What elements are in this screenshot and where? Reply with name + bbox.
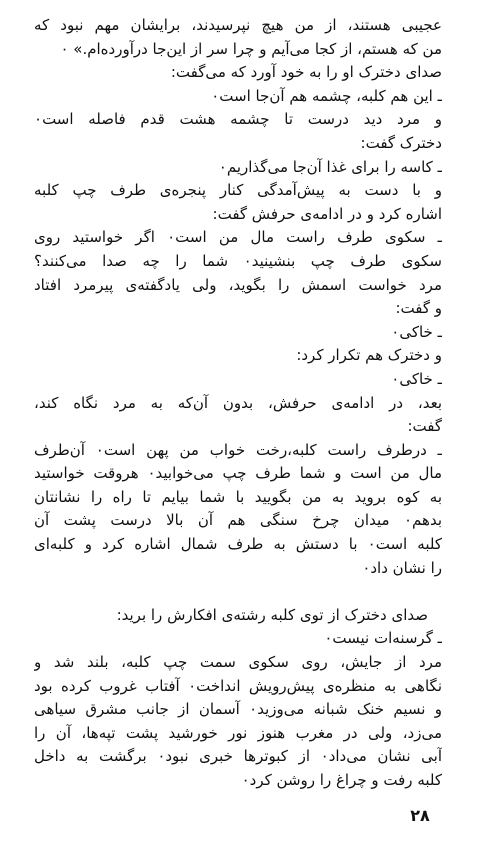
text-line: مرد از جایش، روی سکوی سمت چپ کلبه، بلند شد و (34, 653, 442, 672)
text-line: و گفت: (395, 299, 442, 318)
text-line: بدهم٠ میدان چرخ سنگی هم آن بالا درست پشت آن (34, 511, 442, 530)
text-line: مال من است و شما طرف چپ می‌خوابید٠ هروقت خواستید (34, 464, 442, 483)
text-line: ـ درطرف راست کلبه،رخت خواب من پهن است٠ آن‌طرف (34, 440, 442, 459)
text-line: من که هستم، از کجا می‌آیم و چرا سر از این‌جا درآورده‌ام.» ٠ (60, 39, 442, 58)
page-number: ۲۸ (410, 806, 430, 825)
text-line: دخترک گفت: (360, 133, 442, 152)
text-line: سکوی طرف چپ بنشینید٠ شما را چه صدا می‌کنند؟ (34, 251, 442, 270)
text-line: آبی نشان می‌داد٠ از کبوترها خبری نبود٠ برگشت به داخل (34, 747, 442, 766)
text-line: به کوه بروید به من بگویید با شما بیایم تا راه را نشانتان (34, 487, 442, 506)
text-line: کلبه است٠ با دستش به طرف شمال اشاره کرد و کلبه‌ای (34, 535, 442, 554)
text-line: عجیبی هستند، از من هیچ نپرسیدند، برایشان مهم نبود که (34, 16, 442, 34)
text-line: بعد، در ادامه‌ی حرفش، بدون آن‌که به مرد نگاه کند، (34, 393, 442, 412)
text-line: و مرد دید درست تا چشمه هشت قدم فاصله است٠ (34, 110, 442, 129)
text-line: و دخترک هم تکرار کرد: (296, 346, 442, 365)
text-line: و نسیم خنک شبانه می‌وزید٠ آسمان از جانب مشرق سیاهی (34, 700, 442, 719)
text-line: نگاهی به منظره‌ی پیش‌رویش انداخت٠ آفتاب غروب کرده بود (34, 676, 442, 695)
text-line: اشاره کرد و در ادامه‌ی حرفش گفت: (212, 204, 442, 223)
text-line: ـ خاکی٠ (391, 322, 442, 341)
text-line: ـ گرسنه‌ات نیست٠ (324, 629, 442, 648)
text-line: گفت: (407, 417, 442, 436)
text-line: ـ این هم کلبه، چشمه هم آن‌جا است٠ (211, 86, 442, 105)
text-line: مرد خواست اسمش را بگوید، ولی یادگفته‌ی پیرمرد افتاد (34, 275, 442, 294)
text-line: می‌زد، ولی در مغرب هنوز نور خورشید پشت تپه‌ها، آن را (34, 723, 442, 742)
text-line: صدای دخترک او را به خود آورد که می‌گفت: (170, 63, 442, 82)
text-line: و با دست به پیش‌آمدگی کنار پنجره‌ی طرف چپ کلبه (34, 181, 442, 200)
paragraph-gap (34, 580, 442, 604)
page-body (34, 14, 442, 793)
text-line: ـ کاسه را برای غذا آن‌جا می‌گذاریم٠ (218, 157, 442, 176)
text-line: ـ خاکی٠ (391, 369, 442, 388)
text-line: کلبه رفت و چراغ را روشن کرد٠ (241, 771, 442, 789)
text-line: صدای دخترک از توی کلبه رشته‌ی افکارش را برید: (116, 605, 428, 624)
text-line: را نشان داد٠ (362, 558, 442, 577)
text-line: ـ سکوی طرف راست مال من است٠ اگر خواستید روی (34, 228, 442, 247)
